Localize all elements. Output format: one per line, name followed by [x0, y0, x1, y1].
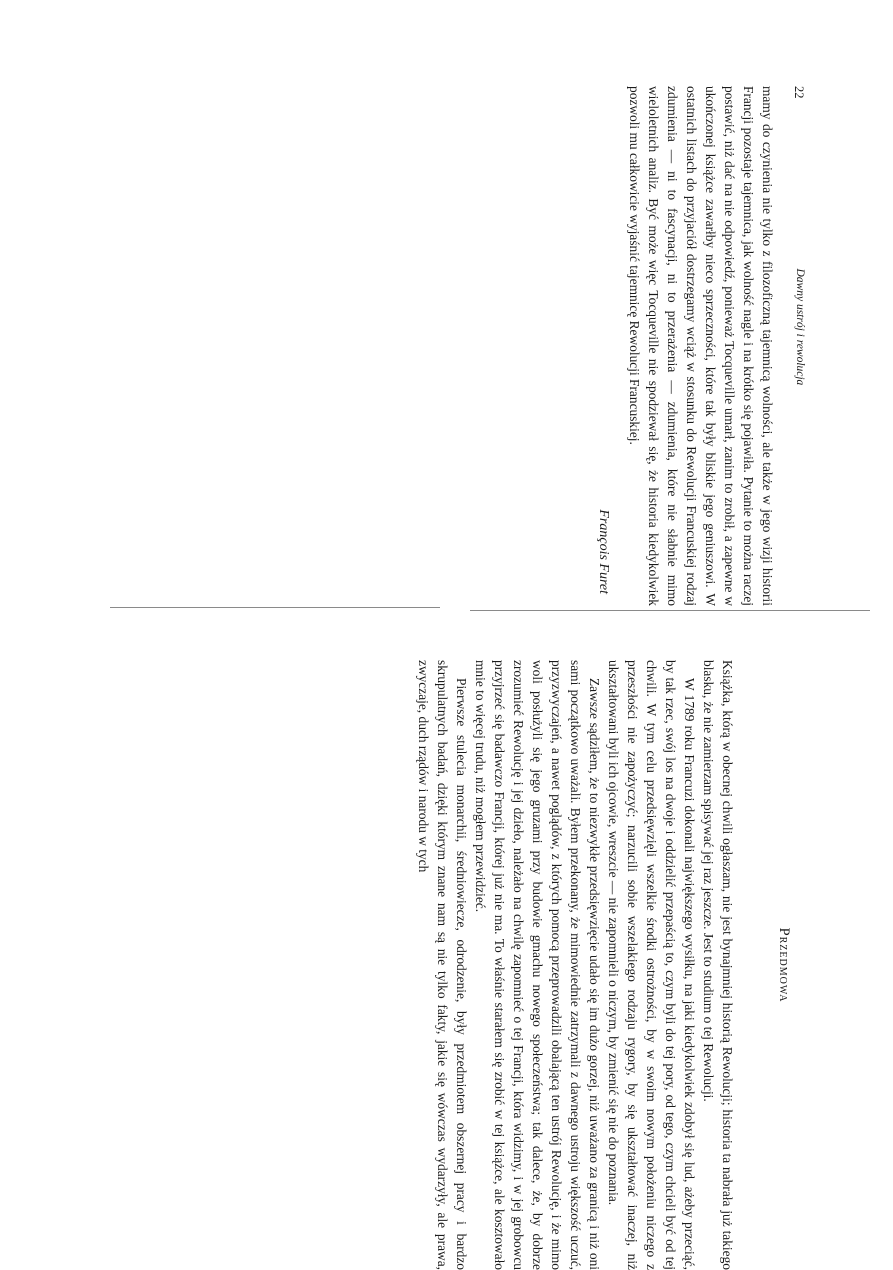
page-number: 22 — [792, 86, 806, 99]
left-page — [86, 86, 806, 606]
paragraph-2: W 1789 roku Francuzi dokonali największego wysiłku, na jaki kiedykolwiek zdobył się lud, ażeby przeciąć, by tak rzec, swój los na dwoje i oddzielić przepaścią to, czym byli do tej pory, od tego, czym chcieli być od tej chwili. W tym celu przedsięwzięli wszelkie środki ostrożności, by w swoim nowym położeniu niczego z przeszłości nie zapożyczyć; narzucili sobie wszelakiego rodzaju rygory, by się ukształtować inaczej, niż ukształtowani byli ich ojcowie, wreszcie — nie zapomnieli o niczym, by zmienić się nie do poznania. — [606, 660, 697, 1270]
paragraph-3: Zawsze sądziłem, że to niezwykłe przedsięwzięcie udało się im dużo gorzej, niż uważano za granicą i niż oni sami początkowo uważali. Byłem przekonany, że mimowiednie zatrzymali z dawnego ustroju większość uczuć, przyzwyczajeń, a nawet poglądów, z których pomocą przeprowadzili obalającą ten ustrój Rewolucję, i że mimo woli posłużyli się jego gruzami przy budowie gmachu nowego społeczeństwa; tak dalece, że, by dobrze zrozumieć Rewolucję i jej dzieło, należało na chwilę zapomnieć o tej Francji, która widzimy, i w jej grobowcu przyjrzeć się badawczo Francji, której już nie ma. To właśnie starałem się zrobić w tej książce, ale kosztowało mnie to więcej trudu, niż mogłem przewidzieć. — [473, 660, 602, 1270]
body-paragraph: mamy do czynienia nie tylko z filozoficzną tajemnicą wolności, ale także w jego wizji historii Francji pozostaje tajemnica, jak wolność nagle i na krótko się pojawiła. Pytanie to można raczej postawić, niż dać na nie odpowiedź, ponieważ Tocqueville umarł, zanim to zrobił, a zapewne w ukończonej książce zawarłby nieco sprzeczności, które tak były bliskie jego geniuszowi. W ostatnich listach do przyjaciół dostrzegamy wciąż w stosunku do Rewolucji Francuskiej rodzaj zdumienia — ni to fascynacji, ni to przerażenia — zdumienia, które nie słabnie mimo wieloletnich analiz. Być może więc Tocqueville nie spodziewał się, że historia kiedykolwiek pozwoli mu całkowicie wyjaśnić tajemnicę Rewolucji Francuskiej. — [627, 86, 775, 606]
fold-line-right — [470, 610, 870, 611]
right-page — [86, 660, 796, 1270]
running-title: Dawny ustrój i rewolucja — [794, 268, 806, 386]
author-signature: François Furet — [596, 509, 611, 594]
fold-line-left — [110, 607, 440, 608]
chapter-heading: Przedmowa — [776, 927, 792, 1003]
paragraph-1: Książka, którą w obecnej chwili ogłaszam, nie jest bynajmniej historią Rewolucji; historia ta nabrała już takiego blasku, że nie zamierzam spisywać jej raz jeszcze. Jest to studium o tej Rewolucji. — [701, 660, 735, 1270]
paragraph-4: Pierwsze stulecia monarchii, średniowiecze, odrodzenie, były przedmiotem obszernej pracy i bardzo skrupulatnych badań, dzięki którym znane nam są nie tylko fakty, jakie się wówczas wydarzyły, ale prawa, zwyczaje, duch rządów i narodu w tych — [416, 660, 469, 1270]
running-head — [791, 86, 806, 606]
